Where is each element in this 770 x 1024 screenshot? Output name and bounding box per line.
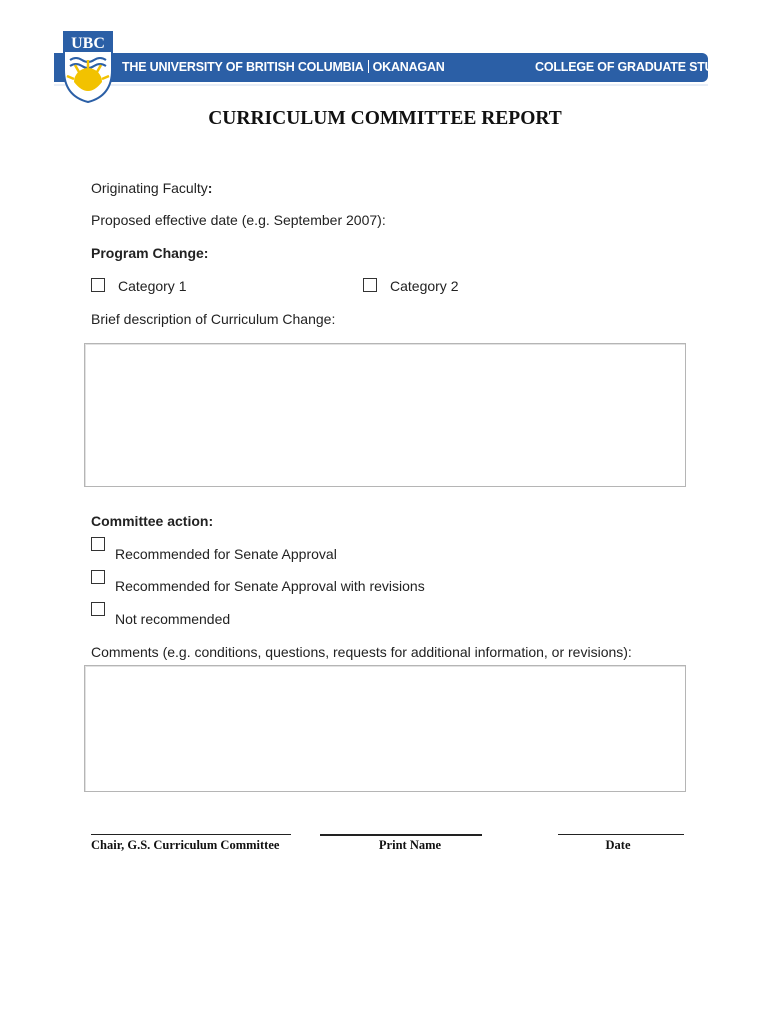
senate-approval-checkbox[interactable]: [91, 537, 105, 551]
senate-approval-label: Recommended for Senate Approval: [115, 546, 337, 562]
chair-signature-line[interactable]: [91, 834, 291, 835]
comments-label: Comments (e.g. conditions, questions, requests for additional information, or revisions):: [91, 644, 632, 660]
banner-separator: [368, 60, 369, 73]
originating-faculty-text: Originating Faculty: [91, 180, 208, 196]
program-change-label: Program Change:: [91, 245, 209, 261]
originating-faculty-colon: :: [207, 180, 213, 196]
page-title: CURRICULUM COMMITTEE REPORT: [208, 108, 562, 129]
date-line[interactable]: [558, 834, 684, 835]
category-2-checkbox[interactable]: [363, 278, 377, 292]
university-name: [122, 60, 445, 74]
print-name-line[interactable]: [320, 834, 482, 836]
effective-date-label: Proposed effective date (e.g. September 2007):: [91, 212, 386, 228]
committee-action-heading: Committee action:: [91, 513, 214, 529]
category-1-checkbox[interactable]: [91, 278, 105, 292]
comments-textbox[interactable]: [84, 665, 686, 792]
category-1-label: Category 1: [118, 278, 187, 294]
not-recommended-checkbox[interactable]: [91, 602, 105, 616]
category-2-label: Category 2: [390, 278, 459, 294]
description-textbox[interactable]: [84, 343, 686, 487]
not-recommended-label: Not recommended: [115, 611, 231, 627]
brief-description-label: Brief description of Curriculum Change:: [91, 311, 336, 327]
banner-underline: [54, 84, 708, 86]
ubc-crest-icon: [62, 30, 114, 104]
date-label: Date: [605, 838, 631, 852]
chair-label: Chair, G.S. Curriculum Committee: [91, 838, 280, 852]
college-name: COLLEGE OF GRADUATE STUDIES: [535, 60, 742, 74]
campus-label: OKANAGAN: [372, 60, 445, 74]
senate-approval-revisions-label: Recommended for Senate Approval with revisions: [115, 578, 425, 594]
senate-approval-revisions-checkbox[interactable]: [91, 570, 105, 584]
logo-text: UBC: [71, 35, 105, 52]
originating-faculty-label: [91, 180, 212, 196]
university-label: THE UNIVERSITY OF BRITISH COLUMBIA: [122, 60, 364, 74]
print-name-label: Print Name: [378, 838, 442, 852]
